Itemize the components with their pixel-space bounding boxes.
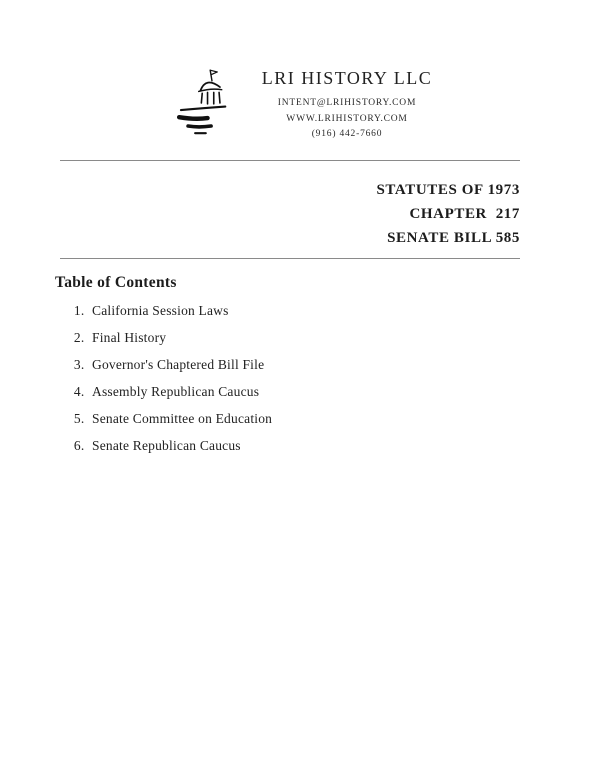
letterhead — [0, 62, 600, 143]
toc-item: 3. Governor's Chaptered Bill File — [88, 357, 272, 373]
toc-item: 1. California Session Laws — [88, 303, 272, 319]
toc-item: 6. Senate Republican Caucus — [88, 438, 272, 454]
contact-phone: (916) 442-7660 — [311, 129, 383, 140]
company-name: LRI HISTORY LLC — [261, 68, 433, 88]
contact-website: WWW.LRIHISTORY.COM — [286, 113, 408, 124]
toc-item: 4. Assembly Republican Caucus — [88, 384, 272, 400]
statute-block — [376, 178, 520, 250]
toc-list — [70, 303, 272, 465]
chapter-line: CHAPTER 217 — [409, 206, 520, 222]
senate-bill-line: SENATE BILL 585 — [387, 230, 520, 246]
toc-title: Table of Contents — [55, 274, 177, 291]
divider-middle — [60, 258, 520, 259]
toc-item: 5. Senate Committee on Education — [88, 411, 272, 427]
contact-email: INTENT@LRIHISTORY.COM — [277, 98, 417, 108]
toc-item: 2. Final History — [88, 330, 272, 346]
divider-top — [60, 160, 520, 161]
statutes-year-line: STATUTES OF 1973 — [376, 182, 520, 198]
capitol-sketch-icon — [168, 64, 240, 142]
letterhead-text — [262, 62, 433, 143]
